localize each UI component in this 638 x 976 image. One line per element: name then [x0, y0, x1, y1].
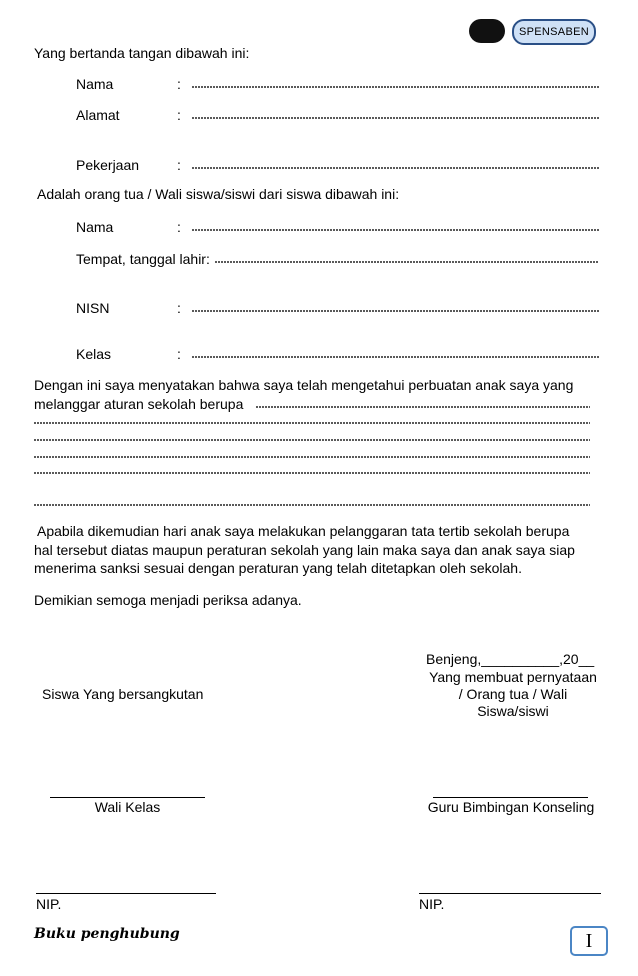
- fill-line-violation-detail[interactable]: [34, 434, 590, 444]
- fill-line-violation-detail[interactable]: [34, 499, 590, 509]
- fill-line-occupation[interactable]: [192, 162, 599, 172]
- consequence-line-2: hal tersebut diatas maupun peraturan sekolah yang lain maka saya dan anak saya siap: [34, 542, 575, 558]
- fill-line-violation-detail[interactable]: [34, 417, 590, 427]
- field-label-alamat: Alamat: [76, 107, 120, 123]
- fill-line-address[interactable]: [192, 112, 599, 122]
- fill-line-violation-detail[interactable]: [34, 451, 590, 461]
- homeroom-label: Wali Kelas: [94, 799, 161, 815]
- statement-line-2: melanggar aturan sekolah berupa: [34, 396, 244, 412]
- fill-line-parent-name[interactable]: [192, 81, 599, 91]
- nip-right-line: [419, 893, 601, 894]
- field-colon: :: [177, 219, 181, 235]
- fill-line-violation[interactable]: [256, 401, 590, 411]
- student-intro-text: Adalah orang tua / Wali siswa/siswi dari siswa dibawah ini:: [37, 186, 400, 202]
- nip-left: NIP.: [36, 896, 62, 912]
- field-label-nisn: NISN: [76, 300, 110, 316]
- page-number: I: [570, 926, 608, 956]
- nip-right: NIP.: [419, 896, 445, 912]
- counselor-signature-line: [433, 797, 588, 798]
- student-signature-label: Siswa Yang bersangkutan: [42, 686, 204, 702]
- fill-line-class[interactable]: [192, 351, 599, 361]
- homeroom-signature-line: [50, 797, 205, 798]
- fill-line-student-name[interactable]: [192, 224, 599, 234]
- field-colon: :: [177, 157, 181, 173]
- fill-line-violation-detail[interactable]: [34, 467, 590, 477]
- fill-line-birth[interactable]: [215, 256, 599, 266]
- consequence-line-3: menerima sanksi sesuai dengan peraturan yang telah ditetapkan oleh sekolah.: [34, 560, 522, 576]
- counselor-label: Guru Bimbingan Konseling: [427, 799, 595, 815]
- consequence-line-1: Apabila dikemudian hari anak saya melakukan pelanggaran tata tertib sekolah berupa: [37, 523, 570, 539]
- field-colon: :: [177, 346, 181, 362]
- field-label-nama: Nama: [76, 76, 114, 92]
- closing-text: Demikian semoga menjadi periksa adanya.: [34, 592, 302, 608]
- maker-line-2: / Orang tua / Wali: [458, 686, 568, 702]
- intro-text: Yang bertanda tangan dibawah ini:: [34, 45, 250, 61]
- field-label-student-name: Nama: [76, 219, 114, 235]
- fill-line-nisn[interactable]: [192, 305, 599, 315]
- maker-line-3: Siswa/siswi: [477, 703, 549, 719]
- field-colon: :: [177, 300, 181, 316]
- field-colon: :: [177, 107, 181, 123]
- field-label-kelas: Kelas: [76, 346, 112, 362]
- field-label-birth: Tempat, tanggal lahir:: [76, 251, 210, 267]
- field-colon: :: [177, 76, 181, 92]
- footer-label: Buku penghubung: [34, 926, 180, 942]
- nip-left-line: [36, 893, 216, 894]
- statement-line-1: Dengan ini saya menyatakan bahwa saya telah mengetahui perbuatan anak saya yang: [34, 377, 574, 393]
- field-label-pekerjaan: Pekerjaan: [76, 157, 140, 173]
- maker-line-1: Yang membuat pernyataan: [429, 669, 597, 685]
- header-dark-badge: [469, 19, 505, 43]
- brand-badge: SPENSABEN: [512, 19, 596, 45]
- date-line: Benjeng,__________,20__: [426, 651, 595, 667]
